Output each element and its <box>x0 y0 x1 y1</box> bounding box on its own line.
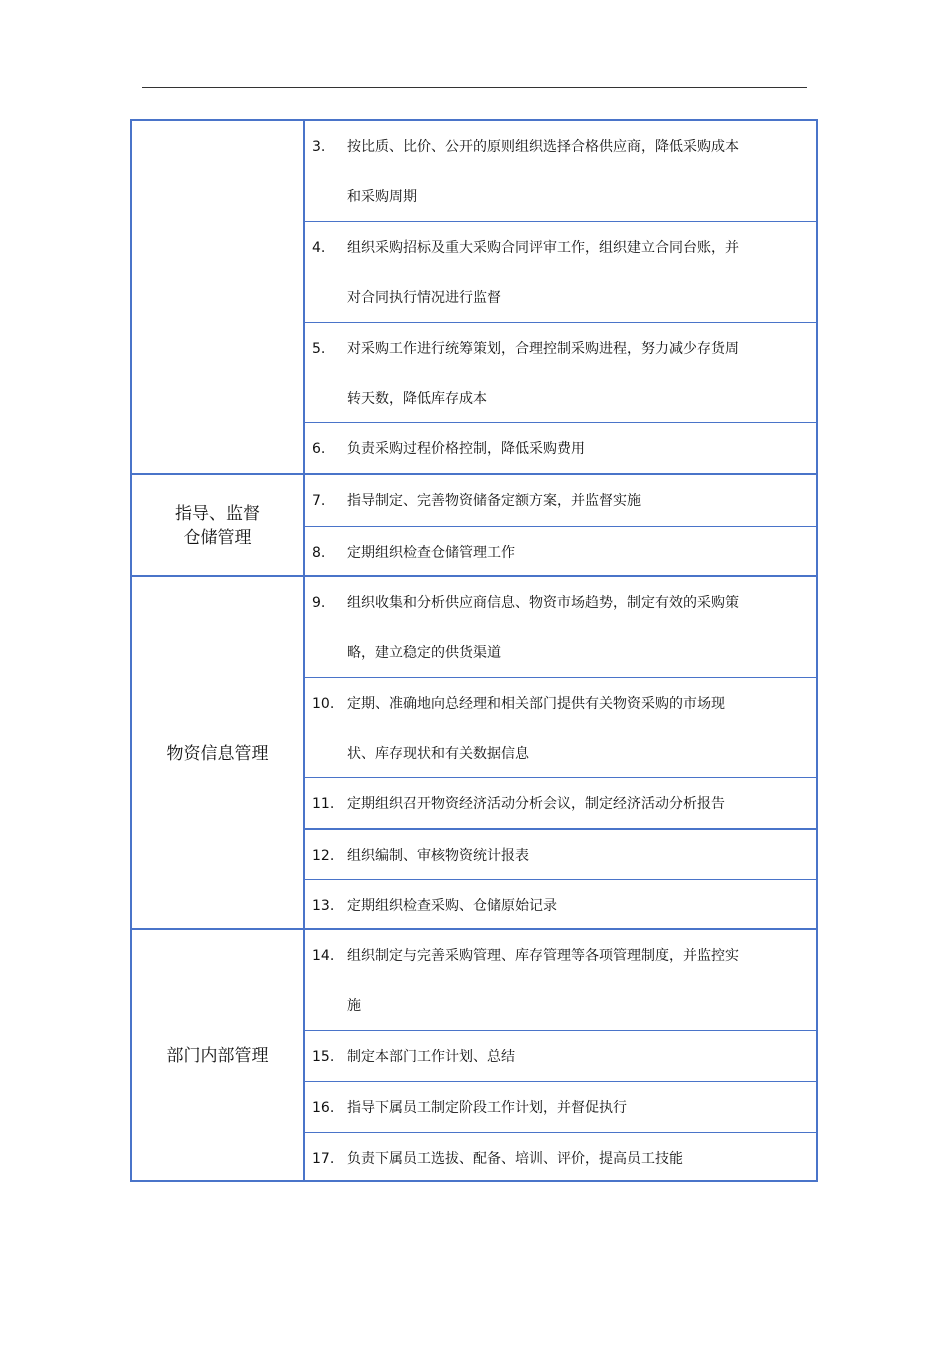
item-text: 对采购工作进行统筹策划，合理控制采购进程，努力减少存货周 <box>347 341 739 357</box>
duty-item <box>305 1030 816 1082</box>
item-number: 3. <box>312 139 326 155</box>
duty-item <box>305 577 816 677</box>
item-text: 组织制定与完善采购管理、库存管理等各项管理制度，并监控实 <box>347 948 739 964</box>
item-text: 负责采购过程价格控制，降低采购费用 <box>347 441 585 457</box>
item-number: 17. <box>312 1151 335 1167</box>
duty-item <box>305 422 816 474</box>
item-text: 定期组织检查采购、仓储原始记录 <box>347 898 557 914</box>
item-text-continued: 对合同执行情况进行监督 <box>347 290 501 306</box>
duty-item <box>305 879 816 931</box>
duty-item <box>305 828 816 881</box>
duty-list <box>305 577 816 930</box>
item-text: 指导下属员工制定阶段工作计划，并督促执行 <box>347 1100 627 1116</box>
category-label: 部门内部管理 <box>166 1046 269 1066</box>
item-text: 定期组织召开物资经济活动分析会议，制定经济活动分析报告 <box>347 796 725 812</box>
item-number: 15. <box>312 1049 335 1065</box>
duty-item <box>305 322 816 423</box>
category-cell <box>132 475 305 577</box>
section-procurement <box>132 121 816 473</box>
item-text-continued: 施 <box>347 998 361 1014</box>
item-number: 8. <box>312 545 326 561</box>
category-label: 指导、监督 仓储管理 <box>175 504 260 548</box>
item-text: 制定本部门工作计划、总结 <box>347 1049 515 1065</box>
item-text-continued: 和采购周期 <box>347 189 417 205</box>
item-number: 4. <box>312 240 326 256</box>
duty-item <box>305 221 816 322</box>
duty-list <box>305 930 816 1182</box>
section-material-info <box>132 575 816 930</box>
item-text: 定期组织检查仓储管理工作 <box>347 545 515 561</box>
item-number: 13. <box>312 898 335 914</box>
item-number: 16. <box>312 1100 335 1116</box>
header-rule <box>142 87 807 88</box>
item-text-continued: 状、库存现状和有关数据信息 <box>347 746 529 762</box>
item-text: 负责下属员工选拔、配备、培训、评价，提高员工技能 <box>347 1151 683 1167</box>
category-cell <box>132 930 305 1182</box>
item-text: 组织编制、审核物资统计报表 <box>347 848 529 864</box>
item-text: 组织采购招标及重大采购合同评审工作，组织建立合同台账，并 <box>347 240 739 256</box>
duty-item <box>305 121 816 221</box>
item-number: 5. <box>312 341 326 357</box>
duty-list <box>305 475 816 577</box>
item-number: 12. <box>312 848 335 864</box>
section-internal-management <box>132 928 816 1182</box>
duty-item <box>305 1081 816 1133</box>
duty-item <box>305 677 816 778</box>
item-text-continued: 转天数，降低库存成本 <box>347 391 487 407</box>
duty-item <box>305 777 816 829</box>
item-number: 6. <box>312 441 326 457</box>
item-text-continued: 略，建立稳定的供货渠道 <box>347 645 501 661</box>
item-number: 7. <box>312 493 326 509</box>
item-number: 11. <box>312 796 335 812</box>
category-cell <box>132 121 305 473</box>
item-number: 14. <box>312 948 335 964</box>
item-text: 指导制定、完善物资储备定额方案，并监督实施 <box>347 493 641 509</box>
duty-table <box>130 119 818 1182</box>
duty-item <box>305 526 816 578</box>
item-text: 定期、准确地向总经理和相关部门提供有关物资采购的市场现 <box>347 696 725 712</box>
item-number: 9. <box>312 595 326 611</box>
item-number: 10. <box>312 696 335 712</box>
duty-list <box>305 121 816 473</box>
category-label: 物资信息管理 <box>166 743 269 764</box>
duty-item <box>305 1132 816 1183</box>
duty-item <box>305 475 816 526</box>
section-warehouse <box>132 473 816 577</box>
item-text: 按比质、比价、公开的原则组织选择合格供应商，降低采购成本 <box>347 139 739 155</box>
category-cell <box>132 577 305 930</box>
item-text: 组织收集和分析供应商信息、物资市场趋势，制定有效的采购策 <box>347 595 739 611</box>
duty-item <box>305 930 816 1030</box>
